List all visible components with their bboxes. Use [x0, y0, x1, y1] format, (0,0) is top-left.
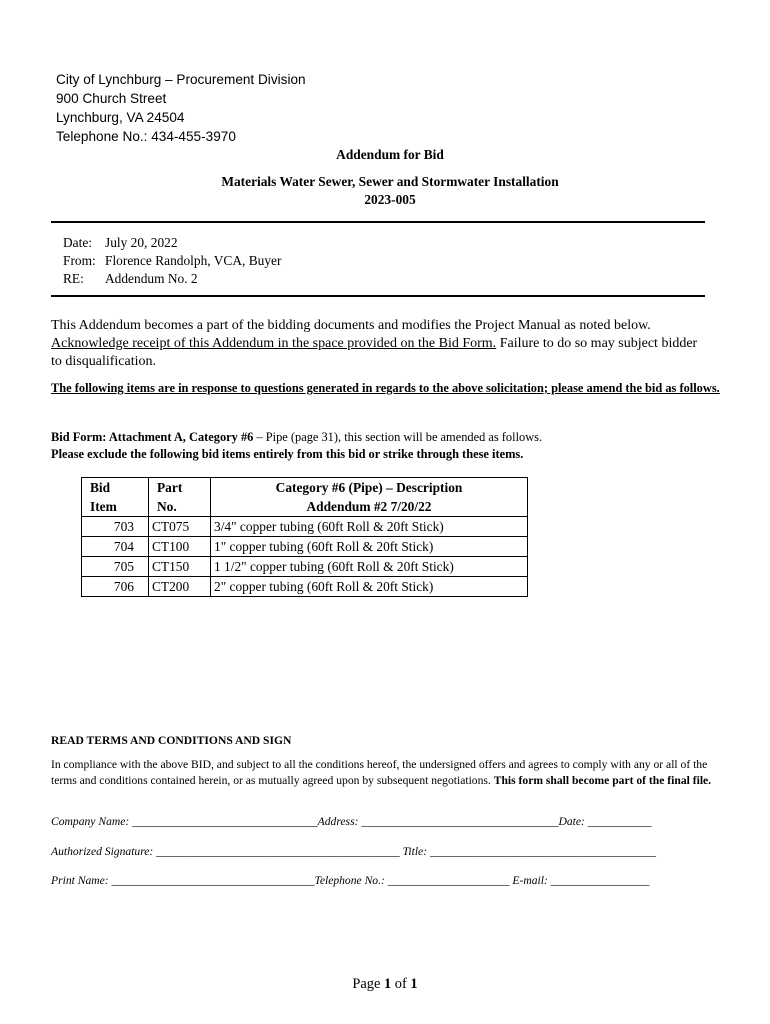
page-total: 1 [410, 976, 418, 992]
header-bid-line-2: Item [90, 499, 117, 514]
email-label: E-mail: [512, 874, 548, 887]
bid-form-lead: Bid Form: Attachment A, Category #6 [51, 430, 254, 444]
divider-top [51, 221, 705, 223]
signature-row-print [51, 874, 649, 887]
excluded-items-table [81, 477, 528, 597]
table-row [82, 517, 528, 537]
bid-form-note [51, 429, 721, 463]
header-description [211, 478, 528, 517]
authorized-signature-label: Authorized Signature: [51, 845, 154, 858]
email-field[interactable]: _________________ [550, 874, 650, 887]
memo-re-row [63, 270, 281, 288]
cell-item: 703 [82, 517, 149, 537]
header-part-no [149, 478, 211, 517]
terms-bold: This form shall become part of the final file. [493, 774, 712, 787]
signature-row-authorized [51, 845, 656, 858]
memo-block [63, 234, 281, 288]
memo-from-row [63, 252, 281, 270]
header-desc-line-1: Category #6 (Pipe) – Description [275, 480, 463, 495]
divider-bottom [51, 295, 705, 297]
date-field[interactable]: ___________ [587, 815, 652, 828]
table-row [82, 537, 528, 557]
cell-part: CT075 [149, 517, 211, 537]
table-row [82, 557, 528, 577]
header-bid-line-1: Bid [90, 480, 111, 495]
cell-item: 704 [82, 537, 149, 557]
cell-part: CT150 [149, 557, 211, 577]
cell-desc: 1" copper tubing (60ft Roll & 20ft Stick) [211, 537, 528, 557]
authorized-signature-field[interactable]: __________________________________________ [156, 845, 400, 858]
print-name-field[interactable]: ___________________________________ [111, 874, 315, 887]
telephone-label: Telephone No.: [314, 874, 385, 887]
memo-re-label: RE: [63, 271, 84, 286]
page-number [0, 976, 770, 993]
table-header-row [82, 478, 528, 517]
street-address: 900 Church Street [56, 91, 167, 106]
cell-desc: 1 1/2" copper tubing (60ft Roll & 20ft Stick) [211, 557, 528, 577]
cell-item: 705 [82, 557, 149, 577]
header-address [56, 70, 306, 146]
header-desc-line-2: Addendum #2 7/20/22 [306, 499, 432, 514]
bid-form-exclude [51, 446, 721, 463]
company-name-field[interactable]: ________________________________ [132, 815, 318, 828]
project-title: Materials Water Sewer, Sewer and Stormwater Installation [221, 174, 559, 189]
cell-desc: 3/4" copper tubing (60ft Roll & 20ft Stick) [211, 517, 528, 537]
city-state-zip: Lynchburg, VA 24504 [56, 110, 185, 125]
signature-row-company [51, 815, 652, 828]
page-current: 1 [383, 976, 392, 992]
print-name-label: Print Name: [51, 874, 109, 887]
intro-paragraph [51, 317, 711, 371]
telephone-field[interactable]: _____________________ [387, 874, 510, 887]
memo-date-row [63, 234, 281, 252]
memo-date-value: July 20, 2022 [105, 235, 178, 250]
bid-number: 2023-005 [364, 192, 416, 207]
date-label: Date: [558, 815, 585, 828]
table-row [82, 577, 528, 597]
address-label: Address: [317, 815, 359, 828]
terms-heading: READ TERMS AND CONDITIONS AND SIGN [51, 734, 292, 747]
intro-acknowledge: Acknowledge receipt of this Addendum in the space provided on the Bid Form. [51, 336, 497, 351]
bid-form-rest: – Pipe (page 31), this section will be amended as follows. [253, 430, 543, 444]
cell-part: CT200 [149, 577, 211, 597]
header-part-line-2: No. [157, 499, 177, 514]
title-field[interactable]: _______________________________________ [429, 845, 657, 858]
bid-form-line [51, 429, 721, 446]
phone-number: Telephone No.: 434-455-3970 [56, 129, 236, 144]
memo-from-value: Florence Randolph, VCA, Buyer [105, 253, 282, 268]
cell-part: CT100 [149, 537, 211, 557]
org-name: City of Lynchburg – Procurement Division [56, 72, 306, 87]
page-word: Page [352, 976, 384, 992]
cell-desc: 2" copper tubing (60ft Roll & 20ft Stick) [211, 577, 528, 597]
response-note: The following items are in response to questions generated in regards to the above solicitation; please amend the bid as follows. [51, 381, 720, 395]
memo-re-value: Addendum No. 2 [105, 271, 198, 286]
title-label: Title: [402, 845, 428, 858]
memo-from-label: From: [63, 253, 96, 268]
header-bid-item [82, 478, 149, 517]
terms-body [51, 757, 731, 789]
address-field[interactable]: __________________________________ [361, 815, 559, 828]
bid-form-exclude-text: Please exclude the following bid items entirely from this bid or strike through these items. [51, 447, 524, 461]
of-word: of [391, 976, 411, 992]
company-name-label: Company Name: [51, 815, 130, 828]
cell-item: 706 [82, 577, 149, 597]
memo-date-label: Date: [63, 235, 92, 250]
intro-part-2: Failure to do so may subject bidder to disqualification. [51, 336, 698, 369]
terms-text: In compliance with the above BID, and subject to all the conditions hereof, the undersigned offers and agrees to comply with any or all of the terms and conditions contained herein, or as mutually agreed upon by subsequent negotiations. [51, 758, 708, 787]
document-title: Addendum for Bid [336, 147, 444, 162]
header-part-line-1: Part [157, 480, 183, 495]
intro-part-1: This Addendum becomes a part of the bidding documents and modifies the Project Manual as noted below. [51, 318, 651, 333]
